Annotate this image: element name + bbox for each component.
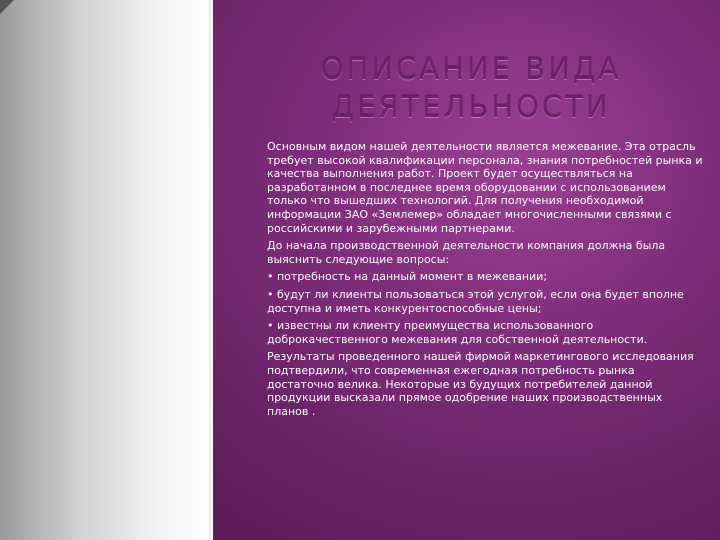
bullet-demand: • потребность на данный момент в межевании;	[267, 270, 548, 284]
slide-body	[267, 140, 705, 422]
bullet-client-usage: • будут ли клиенты пользоваться этой услугой, если она будет вполне доступна и иметь конкурентоспособные цены;	[267, 287, 684, 315]
paragraph-questions-intro: До начала производственной деятельности компания должна была выяснить следующие вопросы:	[267, 239, 666, 266]
paragraph-main-activity: Основным видом нашей деятельности является межевание. Эта отрасль требует высокой квалификации персонала, знания потребностей рынка и качества выполнения работ. Проект будет осуществляться на разработанном в последнее время оборудовании с использованием только что вышедших технологий. Для получения необходимой информации ЗАО «Землемер» обладает многочисленными связями с российскими и зарубежными партнерами.	[267, 140, 703, 235]
decorative-corner	[0, 0, 14, 14]
decorative-left-panel	[0, 0, 213, 540]
slide-title: ОПИСАНИЕ ВИДА ДЕЯТЕЛЬНОСТИ	[320, 52, 622, 124]
bullet-client-awareness: • известны ли клиенту преимущества использованного доброкачественного межевания для собственной деятельности.	[267, 319, 648, 346]
paragraph-research-results: Результаты проведенного нашей фирмой маркетингового исследования подтвердили, что современная ежегодная потребность рынка достаточно велика. Некоторые из будущих потребителей данной продукции высказали прямое одобрение наших производственных планов .	[267, 350, 694, 418]
